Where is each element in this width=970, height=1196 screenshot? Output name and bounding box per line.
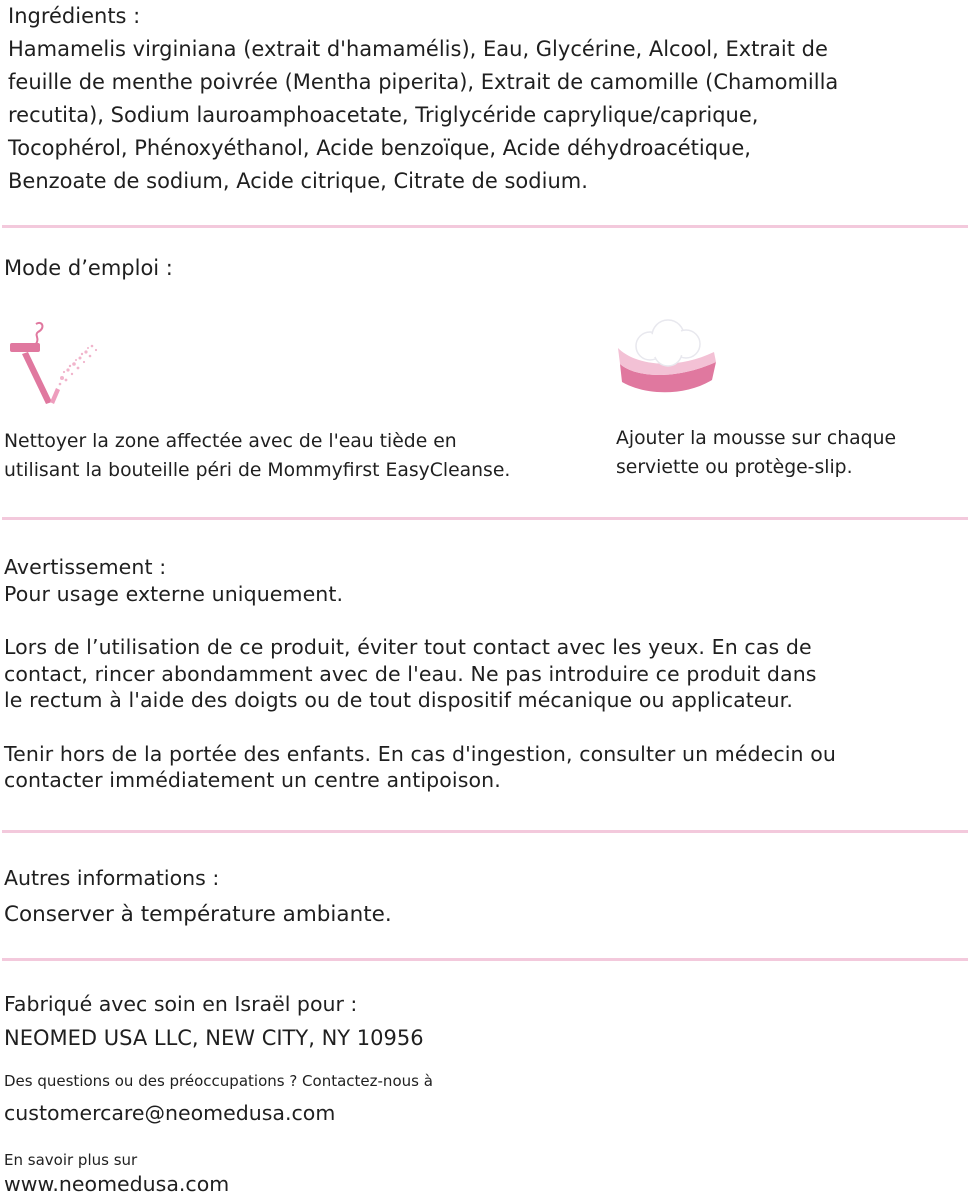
- ingredients-section: [8, 0, 838, 198]
- warning-line: le rectum à l'aide des doigts ou de tout dispositif mécanique ou applicateur.: [4, 688, 793, 712]
- contact-email-link[interactable]: customercare@neomedusa.com: [4, 1101, 336, 1125]
- manufacturer-line: Fabriqué avec soin en Israël pour :: [4, 992, 358, 1016]
- section-divider: [2, 517, 968, 520]
- ingredients-line: feuille de menthe poivrée (Mentha piperita), Extrait de camomille (Chamomilla: [8, 70, 839, 94]
- section-divider: [2, 225, 968, 228]
- warning-line: Tenir hors de la portée des enfants. En cas d'ingestion, consulter un médecin ou: [4, 741, 836, 766]
- warning-line: Lors de l’utilisation de ce produit, éviter tout contact avec les yeux. En cas de: [4, 635, 812, 659]
- warning-external: Pour usage externe uniquement.: [4, 581, 344, 606]
- peri-bottle-spray-icon: [6, 318, 102, 408]
- warning-title: Avertissement :: [4, 555, 167, 579]
- warning-line: contact, rincer abondamment avec de l'eau. Ne pas introduire ce produit dans: [4, 661, 817, 686]
- section-divider: [2, 830, 968, 833]
- warning-section: [4, 554, 836, 794]
- manufacturer-address: NEOMED USA LLC, NEW CITY, NY 10956: [4, 1026, 424, 1050]
- ingredients-line: Benzoate de sodium, Acide citrique, Citrate de sodium.: [8, 169, 588, 193]
- direction-step-2: [616, 424, 896, 482]
- direction-step-line: Ajouter la mousse sur chaque: [616, 428, 897, 449]
- direction-step-1: [4, 427, 510, 485]
- other-info-text: Conserver à température ambiante.: [4, 902, 392, 927]
- ingredients-title: Ingrédients :: [8, 4, 141, 28]
- section-divider: [2, 958, 968, 961]
- directions-title: Mode d’emploi :: [4, 256, 173, 280]
- direction-step-line: Nettoyer la zone affectée avec de l'eau tiède en: [4, 431, 457, 452]
- ingredients-line: recutita), Sodium lauroamphoacetate, Triglycéride caprylique/caprique,: [8, 103, 759, 127]
- more-info-label: En savoir plus sur: [4, 1151, 138, 1169]
- contact-label: Des questions ou des préoccupations ? Contactez-nous à: [4, 1072, 433, 1090]
- website-link[interactable]: www.neomedusa.com: [4, 1172, 230, 1196]
- foam-on-pad-icon: [616, 316, 720, 398]
- warning-line: contacter immédiatement un centre antipoison.: [4, 768, 501, 792]
- other-info-title: Autres informations :: [4, 866, 220, 890]
- ingredients-line: Hamamelis virginiana (extrait d'hamamélis), Eau, Glycérine, Alcool, Extrait de: [8, 37, 828, 61]
- ingredients-line: Tocophérol, Phénoxyéthanol, Acide benzoïque, Acide déhydroacétique,: [8, 136, 751, 160]
- direction-step-line: utilisant la bouteille péri de Mommyfirst EasyCleanse.: [4, 460, 511, 481]
- direction-step-line: serviette ou protège-slip.: [616, 457, 853, 478]
